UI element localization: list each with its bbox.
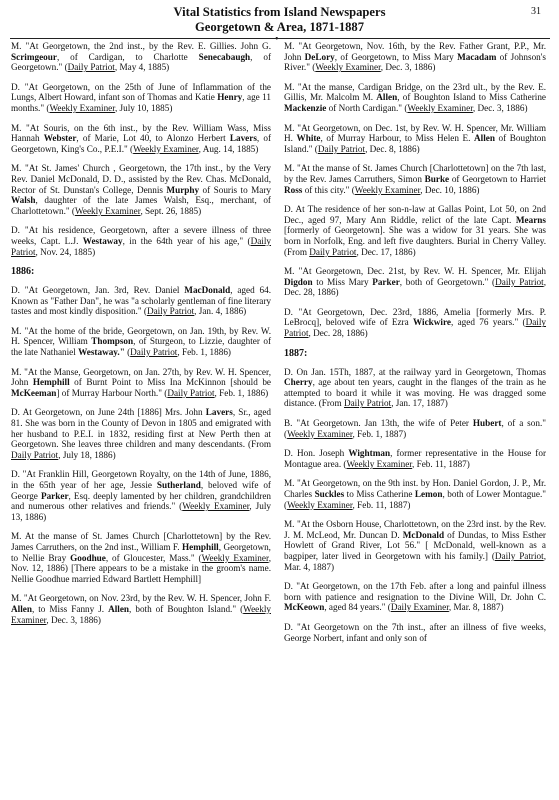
entry-text: , May 4, 1885) [114, 62, 170, 73]
entry-text: , both of Boughton Island." ( [129, 603, 244, 614]
newspaper-source: Weekly Examiner [407, 102, 473, 113]
vital-record-entry [284, 622, 546, 643]
title-line-2: Georgetown & Area, 1871-1887 [194, 20, 365, 34]
newspaper-source: Daily Patriot [284, 317, 547, 339]
surname: Suckles [314, 489, 345, 499]
entry-text: , Mar. 8, 1887) [448, 602, 504, 613]
entry-text: , to Miss Fanny J. [31, 603, 109, 614]
surname: Allen [11, 603, 32, 614]
vital-record-entry [11, 225, 271, 257]
vital-record-entry [284, 418, 546, 439]
title-divider [10, 38, 550, 39]
newspaper-source: Weekly Examiner [133, 143, 199, 154]
entry-text: , Georgetown, to Nellie Bray [11, 541, 271, 563]
surname: McKeeman [11, 387, 57, 398]
entry-text: , Dec. 3, 1886) [380, 62, 436, 73]
entry-text: , July 10, 1885) [114, 102, 173, 113]
page-title [0, 5, 559, 35]
surname: Hemphill [32, 377, 70, 388]
newspaper-source: Daily Patriot [495, 276, 544, 287]
vital-record-entry [11, 123, 271, 155]
entry-text: , both of Georgetown." ( [399, 276, 496, 287]
vital-record-entry [284, 367, 546, 409]
entry-text: , Jan. 17, 1887) [391, 398, 448, 409]
entry-text: M. "At the Osborn House, Charlottetown, on the 23rd inst. by the Rev. J. M. McLeod, Mr. Duncan D. [284, 519, 546, 540]
entry-text: , aged 76 years." ( [450, 317, 526, 328]
entry-text: of Burnt Point to Miss Ina McKinnon [should be [69, 377, 272, 388]
vital-record-entry [284, 41, 546, 73]
newspaper-source: Daily Patriot [309, 246, 357, 257]
entry-text: , Esq. deeply lamented by her children, grandchildren and numerous other relatives and friends." ( [11, 490, 272, 512]
title-line-1: Vital Statistics from Island Newspapers [173, 5, 386, 19]
newspaper-source: Weekly Examiner [182, 501, 250, 512]
entry-text: , beloved wife of George [11, 480, 271, 501]
vital-record-entry [11, 593, 271, 625]
right-column [284, 41, 546, 652]
vital-record-entry [284, 82, 546, 114]
vital-record-entry [11, 82, 271, 114]
entry-text: , Feb. 1, 1886) [177, 347, 231, 358]
entry-text: , of Cardigan, to Charlotte [56, 51, 199, 62]
entry-text: D. At Georgetown, on June 24th [1886] Mrs. John [11, 407, 206, 418]
entry-text: , of Georgetown, King's Co., P.E.I." ( [11, 133, 271, 154]
newspaper-source: Weekly Examiner [49, 102, 115, 113]
newspaper-source: Daily Patriot [494, 550, 544, 561]
entry-text: , aged 84 years." ( [324, 602, 391, 613]
vital-record-entry [11, 531, 271, 584]
entry-text: of North Cardigan." ( [326, 102, 408, 113]
surname: Burke [424, 173, 450, 184]
entry-text: , Jan. 4, 1886) [194, 306, 247, 317]
year-heading: 1886: [11, 266, 35, 278]
surname: Mackenzie [284, 102, 327, 113]
entry-text: , Aug. 14, 1885) [198, 143, 259, 154]
entry-text: ] of Murray Harbour North." ( [56, 387, 168, 398]
surname: Lemon [414, 489, 443, 499]
newspaper-source: Weekly Examiner [354, 184, 421, 195]
entry-text: , Feb. 11, 1887) [411, 458, 470, 469]
entry-text: of this city." ( [302, 184, 355, 195]
entry-text: , Dec. 28, 1886) [308, 328, 368, 339]
surname: Mearns [515, 214, 546, 225]
entry-text: , of Murray Harbour, to Miss Helen E. [320, 133, 475, 144]
vital-record-entry [284, 163, 546, 195]
entry-text: D. "At his residence, Georgetown, after a severe illness of three weeks, Capt. L.J. [11, 225, 271, 246]
vital-record-entry [11, 407, 271, 460]
newspaper-source: Daily Patriot [11, 235, 272, 257]
entry-text: D. "At Georgetown, on the 17th Feb. after a long and painful illness born with patience and resignation to the Divine Will, Dr. John C. [284, 581, 546, 602]
vital-record-entry [11, 41, 271, 73]
entry-text: M. "At the manse of St. James Church [Charlottetown] on the 7th last, by the Rev. James Carruthers, Simon [284, 163, 546, 184]
entry-text: , Sr., aged 81. She was born in the County of Devon in 1805 and emigrated with her husband to P.E.I. in 1832, residing first at New Perth then at Georgetown. She leaves three children and many descendants. (From [11, 407, 271, 450]
surname: Scrimgeour [11, 51, 57, 62]
surname: Hemphill [181, 541, 219, 552]
entry-text: , Feb. 1, 1887) [352, 428, 407, 439]
newspaper-source: Weekly Examiner [74, 205, 141, 216]
newspaper-source: Daily Patriot [11, 449, 59, 460]
entry-text: , Nov. 12, 1886) [There appears to be a mistake in the groom's name. Nellie Goodhue married Edward Bartlett Hemphill] [11, 552, 271, 584]
vital-record-entry [284, 123, 546, 155]
newspaper-source: Daily Patriot [67, 62, 115, 73]
entry-text: to Miss Mary [312, 276, 373, 287]
surname: Lavers [205, 407, 233, 418]
surname: Thompson [91, 336, 134, 347]
vital-record-entry [284, 581, 546, 613]
entry-text: , age about ten years, caught in the flanges of the train as he attempted to board it while it was moving. He was dragged some distance. (From [284, 377, 546, 409]
newspaper-source: Daily Patriot [167, 387, 215, 398]
entry-text: , of Gloucester, Mass." ( [105, 552, 202, 563]
entry-text: , Dec. 17, 1886) [356, 246, 416, 257]
vital-record-entry [284, 519, 546, 572]
entry-text: D. "At Georgetown on the 7th inst., after an illness of five weeks, George Norbert, infant and only son of [284, 621, 546, 643]
surname: Sutherland [156, 480, 201, 490]
newspaper-source: Weekly Examiner [201, 552, 269, 563]
entry-text: D. "At Georgetown, Dec. 23rd, 1886, Amelia [formerly Mrs. P. LeBrocq], beloved wife of Ezra [284, 306, 546, 328]
surname: Allen [108, 603, 130, 614]
entry-text: , Dec. 3, 1886) [472, 102, 528, 113]
newspaper-source: Daily Examiner [390, 602, 449, 613]
entry-text: D. "At Georgetown, Jan. 3rd, Rev. Daniel [11, 285, 185, 296]
entry-text: M. "At the manse, Cardigan Bridge, on the 23rd ult., by the Rev. E. Gillis, Mr. Malcolm M. [284, 81, 546, 103]
entry-text: , Dec. 3, 1886) [46, 614, 101, 625]
vital-record-entry [11, 367, 271, 399]
entry-text: of Johnson's River." ( [284, 51, 546, 73]
entry-text: M. "At Georgetown, the 2nd inst., by the Rev. E. Gillies. John G. [11, 41, 271, 51]
surname: Allen [376, 92, 398, 103]
entry-text: D. "At Georgetown, on the 25th of June of Inflammation of the Lungs, Albert Howard, infant son of Thomas and Katie [11, 81, 271, 103]
entry-text: , age 11 months." ( [11, 92, 271, 113]
vital-record-entry [284, 307, 546, 339]
surname: White [296, 133, 321, 144]
surname: DeLory [304, 51, 335, 62]
surname: Parker [372, 276, 400, 287]
surname: Walsh [11, 195, 36, 206]
entry-text: , Sept. 26, 1885) [140, 205, 202, 216]
title-ornament: • [275, 34, 279, 45]
vital-record-entry [284, 266, 546, 298]
entry-text: of Dundas, to Miss Esther Howlett of Grand River, Lot 56." [ McDonald, well-known as a bagpiper, later lived in Georgetown with his family.] ( [284, 529, 546, 561]
entry-text: , July 18, 1886) [58, 449, 116, 460]
entry-text: , of a son." ( [284, 418, 546, 439]
surname: Westaway." [78, 347, 125, 358]
entry-text: , both of Lower Montague." ( [284, 489, 547, 510]
vital-record-entry [284, 448, 546, 469]
year-heading: 1887: [284, 347, 308, 359]
newspaper-source: Daily Patriot [317, 143, 366, 154]
page-number: 31 [531, 6, 541, 17]
surname: Ross [284, 184, 303, 195]
surname: MacDonald [184, 285, 231, 296]
entry-text: M. "At Georgetown, Dec. 21st, by Rev. W. H. Spencer, Mr. Elijah [284, 266, 546, 277]
entry-text: of Boughton Island." ( [284, 133, 546, 154]
entry-text: , of Sturgeon, to Lizzie, daughter of the late Nathaniel [11, 336, 271, 358]
vital-record-entry [11, 326, 271, 358]
entry-text: of Souris to Mary [199, 184, 272, 195]
entry-text: M. "At St. James' Church , Georgetown, the 17th inst., by the Very Rev. Daniel McDonald, D. D., assisted by the Rev. Chas. McDonald, Rector of St. Dunstan's College, Dennis [11, 163, 271, 195]
entry-text: , former representative in the House for Montague area. ( [284, 448, 547, 469]
entry-text: M. "At Georgetown, Nov. 16th, by the Rev. Father Grant, P.P., Mr. John [284, 41, 546, 62]
vital-record-entry [11, 163, 271, 216]
vital-record-entry [11, 285, 271, 317]
surname: Hubert [472, 418, 502, 429]
entry-text: of Georgetown to Harriet [449, 173, 546, 184]
entry-text: , Feb. 1, 1886) [214, 387, 269, 398]
vital-record-entry [284, 478, 546, 510]
newspaper-source: Daily Patriot [343, 398, 392, 409]
surname: McKeown [284, 602, 325, 613]
entry-text: , in the 64th year of his age," ( [122, 235, 251, 246]
newspaper-source: Daily Patriot [130, 347, 178, 358]
left-column [11, 41, 271, 634]
vital-record-entry [284, 204, 546, 257]
surname: Senecabaugh [198, 51, 251, 62]
surname: Parker [40, 490, 69, 501]
entry-text: D. "At Franklin Hill, Georgetown Royalty, on the 14th of June, 1886, in the 65th year of her age, Jessie [11, 469, 271, 490]
surname: Wightman [348, 448, 391, 459]
newspaper-source: Weekly Examiner [315, 62, 381, 73]
surname: Lavers [229, 133, 257, 144]
entry-text: , Dec. 28, 1886) [284, 276, 546, 298]
surname: Webster [43, 133, 77, 144]
surname: Henry [217, 92, 243, 103]
newspaper-source: Weekly Examiner [287, 428, 353, 439]
surname: Goodhue [70, 552, 106, 563]
entry-text: B. "At Georgetown. Jan 13th, the wife of Peter [284, 418, 473, 429]
entry-text: M. "At Georgetown, on Nov. 23rd, by the Rev. W. H. Spencer, John F. [11, 593, 271, 604]
entry-text: [formerly of Georgetown]. She was a widow for 31 years. She was born in Norfolk, Eng. and left five daughters. Burial in Cherry Valley. (From [284, 225, 546, 257]
entry-text: M. "At the home of the bride, Georgetown, on Jan. 19th, by Rev. W. H. Spencer, William [11, 325, 271, 347]
entry-text: , Dec. 10, 1886) [420, 184, 480, 195]
newspaper-source: Weekly Examiner [287, 499, 353, 510]
surname: Macadam [457, 51, 497, 62]
surname: Murphy [166, 184, 200, 195]
surname: Wickwire [413, 317, 451, 328]
entry-text: M. At the manse of St. James Church [Charlottetown] by the Rev. James Carruthers, on the 2nd inst., William F. [11, 531, 271, 552]
surname: Westaway [82, 235, 123, 246]
entry-text: , Feb. 11, 1887) [352, 499, 411, 510]
entry-text: , Mar. 4, 1887) [284, 550, 546, 572]
newspaper-source: Weekly Examiner [11, 603, 271, 625]
surname: Digdon [284, 276, 313, 287]
entry-text: to Miss Catherine [344, 489, 415, 499]
entry-text: ( [124, 347, 131, 358]
surname: Cherry [284, 377, 313, 388]
entry-text: , of Boughton Island to Miss Catherine [397, 92, 546, 103]
entry-text: D. On Jan. 15Th, 1887, at the railway yard in Georgetown, Thomas [284, 366, 546, 377]
entry-text: , Dec. 8, 1886) [365, 143, 420, 154]
surname: Allen [474, 133, 495, 144]
vital-record-entry [11, 469, 271, 522]
entry-text: M. "At Georgetown, on Dec. 1st, by Rev. W. H. Spencer, Mr. William H. [284, 122, 546, 144]
entry-text: , Nov. 24, 1885) [35, 246, 96, 257]
entry-text: , daughter of the late James Walsh, Esq., merchant, of Charlottetown." ( [11, 195, 271, 216]
entry-text: , of Georgetown." ( [11, 51, 271, 73]
entry-text: M. "At Georgetown, on the 9th inst. by Hon. Daniel Gordon, J. P., Mr. Charles [284, 478, 546, 499]
entry-text: , aged 64. Known as "Father Dan", he was "a scholarly gentleman of fine literary tastes and most kindly disposition." ( [11, 285, 271, 317]
entry-text: , July 13, 1886) [11, 501, 271, 522]
newspaper-source: Weekly Examiner [346, 458, 412, 469]
newspaper-source: Daily Patriot [146, 306, 195, 317]
surname: McDonald [402, 529, 445, 540]
entry-text: , of Marie, Lot 40, to Alonzo Herbert [76, 133, 230, 144]
entry-text: D. Hon. Joseph [284, 448, 349, 459]
entry-text: M. "At the Manse, Georgetown, on Jan. 27th, by Rev. W. H. Spencer, John [11, 366, 271, 388]
entry-text: , of Georgetown, to Miss Mary [334, 51, 458, 62]
entry-text: M. "At Souris, on the 6th inst., by the Rev. William Wass, Miss Hannah [11, 122, 271, 144]
entry-text: D. At The residence of her son-n-law at Gallas Point, Lot 50, on 2nd Dec., aged 97, Mary Ann Riddle, relict of the late Capt. [284, 204, 546, 225]
